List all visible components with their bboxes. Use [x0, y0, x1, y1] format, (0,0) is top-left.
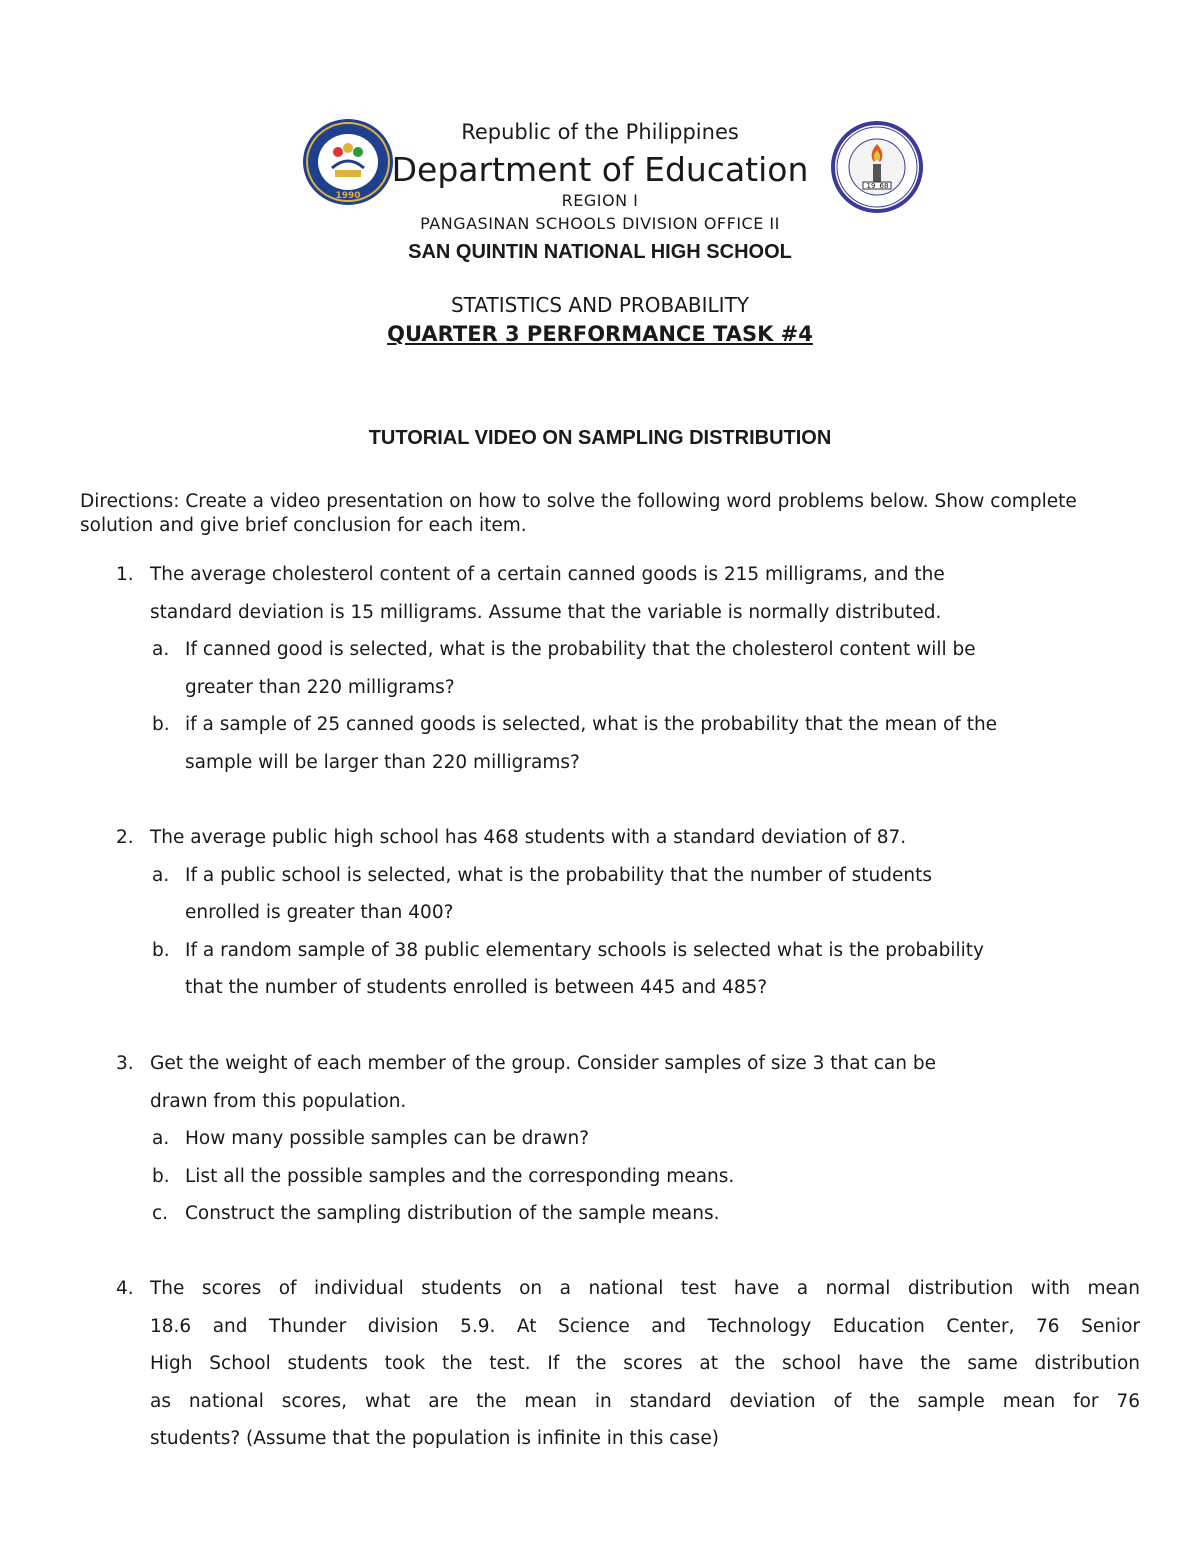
problem-line: standard deviation is 15 milligrams. Assume that the variable is normally distributed.	[150, 601, 942, 623]
problem-line: students? (Assume that the population is infinite in this case)	[150, 1428, 719, 1449]
problem-line: 18.6 and Thunder division 5.9. At Science and Technology Education Center, 76 Senior	[150, 1315, 1140, 1337]
sub-letter: b.	[152, 939, 170, 961]
sub-line: If canned good is selected, what is the probability that the cholesterol content will be	[185, 639, 976, 660]
problem-line: drawn from this population.	[150, 1090, 407, 1112]
problem-line: Get the weight of each member of the group. Consider samples of size 3 that can be	[150, 1053, 936, 1074]
svg-text:19: 19	[866, 182, 876, 190]
sub-letter: a.	[152, 1128, 170, 1149]
svg-text:68: 68	[879, 182, 889, 190]
problem-line: The average cholesterol content of a certain canned goods is 215 milligrams, and the	[150, 564, 945, 585]
region-heading: REGION I	[561, 191, 639, 210]
problem-number: 3.	[116, 1053, 134, 1074]
sub-letter: b.	[152, 714, 170, 735]
sub-line: If a random sample of 38 public elementary schools is selected what is the probability	[185, 939, 984, 961]
sub-line: If a public school is selected, what is the probability that the number of students	[185, 864, 932, 886]
problem-3	[116, 1045, 1146, 1233]
problem-4	[116, 1270, 1140, 1458]
problem-2	[116, 819, 1146, 1007]
problem-line: as national scores, what are the mean in standard deviation of the sample mean for 76	[150, 1390, 1140, 1412]
problem-number: 4.	[116, 1278, 134, 1299]
sub-line: that the number of students enrolled is between 445 and 485?	[185, 977, 768, 998]
republic-heading: Republic of the Philippines	[461, 120, 739, 144]
sub-letter: a.	[152, 864, 170, 886]
sub-line: List all the possible samples and the corresponding means.	[185, 1165, 735, 1187]
sub-line: greater than 220 milligrams?	[185, 676, 455, 698]
problem-line: High School students took the test. If the scores at the school have the same distribution	[150, 1353, 1140, 1374]
sub-letter: c.	[152, 1203, 169, 1224]
subject-heading: STATISTICS AND PROBABILITY	[450, 293, 750, 317]
sub-line: Construct the sampling distribution of the sample means.	[185, 1203, 720, 1224]
division-heading: PANGASINAN SCHOOLS DIVISION OFFICE II	[420, 214, 780, 233]
sub-line: sample will be larger than 220 milligrams?	[185, 751, 580, 773]
problem-1	[116, 556, 1146, 781]
document-title: TUTORIAL VIDEO ON SAMPLING DISTRIBUTION	[368, 427, 832, 449]
sub-letter: a.	[152, 639, 170, 660]
problem-line: The scores of individual students on a national test have a normal distribution with mean	[150, 1278, 1140, 1299]
sub-line: How many possible samples can be drawn?	[185, 1128, 590, 1149]
sub-line: if a sample of 25 canned goods is selected, what is the probability that the mean of the	[185, 714, 998, 735]
svg-text:1990: 1990	[335, 191, 361, 201]
school-name: SAN QUINTIN NATIONAL HIGH SCHOOL	[408, 241, 792, 263]
problem-number: 1.	[116, 564, 134, 585]
problem-number: 2.	[116, 827, 134, 848]
sub-line: enrolled is greater than 400?	[185, 902, 454, 923]
department-heading: Department of Education	[391, 150, 809, 189]
directions-text: Directions: Create a video presentation on how to solve the following word problems below. Show complete solution and give brief conclusion for each item.	[80, 491, 1077, 536]
problem-line: The average public high school has 468 students with a standard deviation of 87.	[150, 827, 907, 848]
task-heading: QUARTER 3 PERFORMANCE TASK #4	[387, 322, 813, 346]
sub-letter: b.	[152, 1165, 170, 1187]
